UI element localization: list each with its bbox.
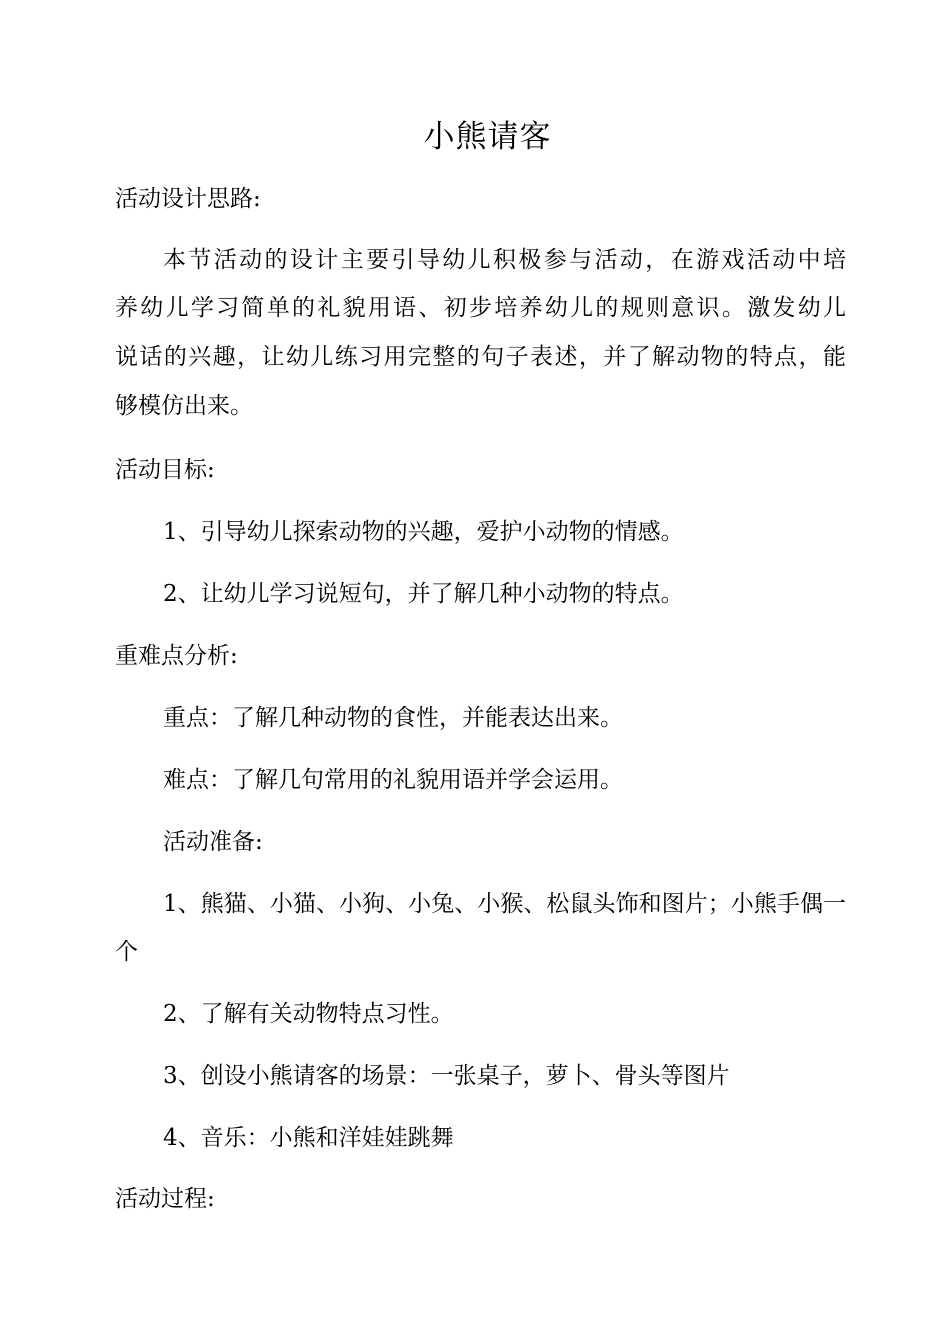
- paragraph-line: 本节活动的设计主要引导幼儿积极参与活动，在游戏活动中培: [163, 247, 846, 273]
- goal-item: 1、引导幼儿探索动物的兴趣，爱护小动物的情感。: [163, 519, 684, 545]
- paragraph-line: 够模仿出来。: [115, 393, 253, 419]
- section-heading-goals: 活动目标:: [115, 457, 215, 483]
- section-heading-analysis: 重难点分析:: [115, 643, 238, 669]
- document-title: 小熊请客: [423, 119, 552, 155]
- goal-item: 2、让幼儿学习说短句，并了解几种小动物的特点。: [163, 581, 684, 607]
- prep-item-continuation: 个: [115, 939, 138, 965]
- prep-item: 2、了解有关动物特点习性。: [163, 1001, 454, 1027]
- section-heading-process: 活动过程:: [115, 1186, 215, 1212]
- paragraph-line: 养幼儿学习简单的礼貌用语、初步培养幼儿的规则意识。激发幼儿: [115, 295, 846, 321]
- key-point: 重点：了解几种动物的食性，并能表达出来。: [163, 705, 623, 731]
- prep-item: 1、熊猫、小猫、小狗、小兔、小猴、松鼠头饰和图片；小熊手偶一: [163, 891, 846, 917]
- prep-item: 4、音乐：小熊和洋娃娃跳舞: [163, 1125, 454, 1151]
- paragraph-line: 说话的兴趣，让幼儿练习用完整的句子表述，并了解动物的特点，能: [115, 344, 846, 370]
- prep-item: 3、创设小熊请客的场景：一张桌子，萝卜、骨头等图片: [163, 1063, 730, 1089]
- section-heading-design: 活动设计思路:: [115, 186, 261, 212]
- section-heading-preparation: 活动准备:: [163, 829, 263, 855]
- difficult-point: 难点：了解几句常用的礼貌用语并学会运用。: [163, 767, 623, 793]
